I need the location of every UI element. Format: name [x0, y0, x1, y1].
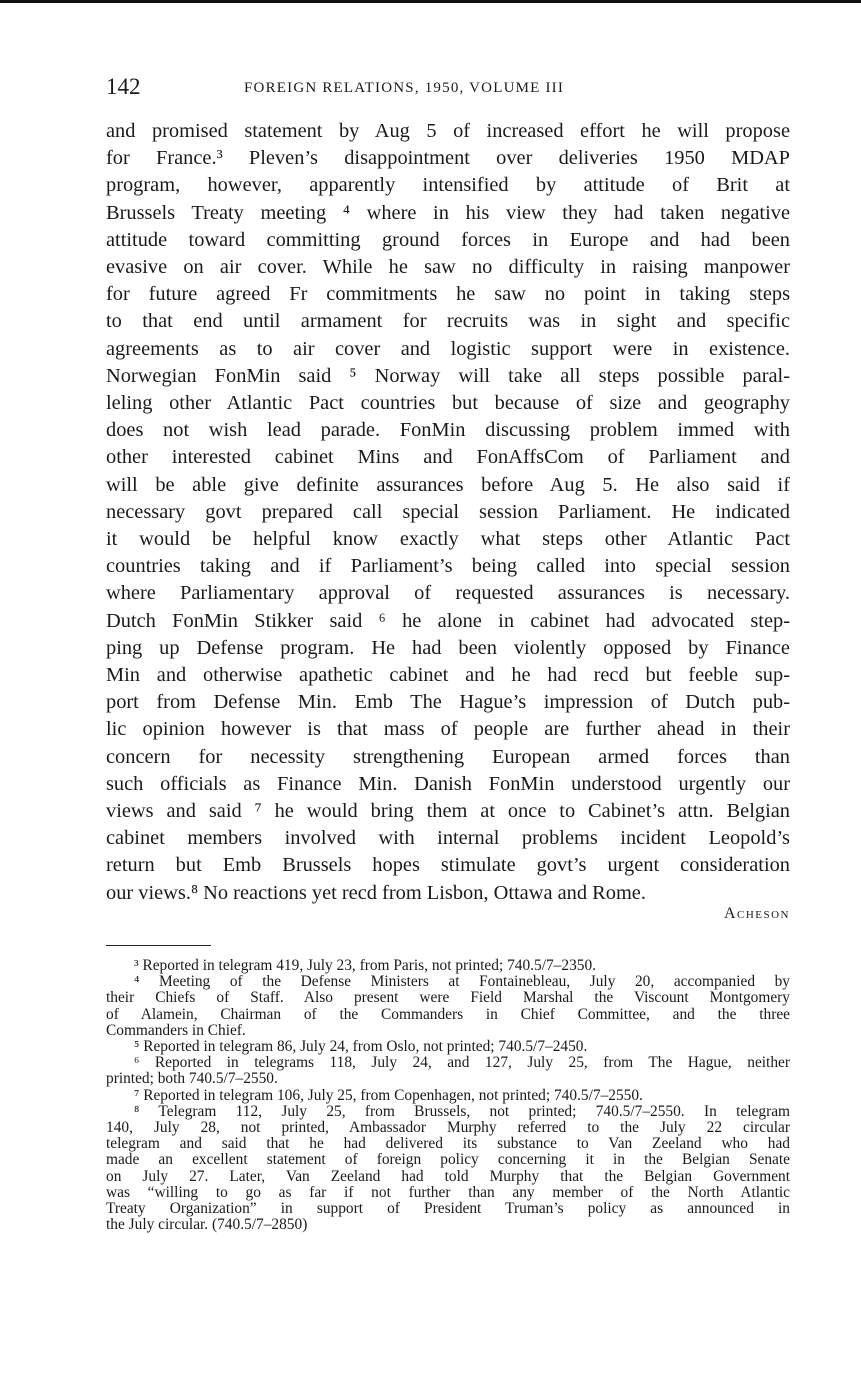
- body-line: program, however, apparently intensified by attitude of Brit at: [106, 174, 790, 197]
- top-border-rule: [0, 0, 861, 3]
- body-line: Min and otherwise apathetic cabinet and he had recd but feeble sup-: [106, 664, 790, 687]
- footnote-line: was “willing to go as far if not further than any member of the North Atlantic: [106, 1183, 790, 1201]
- footnote-line: Commanders in Chief.: [106, 1021, 246, 1039]
- body-line: will be able give definite assurances before Aug 5. He also said if: [106, 473, 790, 496]
- body-line: such officials as Finance Min. Danish FonMin understood urgently our: [106, 772, 790, 795]
- footnote-line: made an excellent statement of foreign policy concerning it in the Belgian Senate: [106, 1151, 790, 1169]
- body-line: views and said ⁷ he would bring them at once to Cabinet’s attn. Belgian: [106, 800, 790, 823]
- body-line: Brussels Treaty meeting ⁴ where in his view they had taken negative: [106, 201, 790, 224]
- body-line: our views.⁸ No reactions yet recd from Lisbon, Ottawa and Rome.: [106, 881, 646, 904]
- body-line: concern for necessity strengthening European armed forces than: [106, 745, 790, 768]
- body-line: lic opinion however is that mass of people are further ahead in their: [106, 718, 790, 741]
- footnote-divider: [106, 945, 211, 946]
- footnote-line: ⁵ Reported in telegram 86, July 24, from Oslo, not printed; 740.5/7–2450.: [134, 1038, 588, 1056]
- body-line: evasive on air cover. While he saw no difficulty in raising manpower: [106, 256, 790, 279]
- body-line: for future agreed Fr commitments he saw no point in taking steps: [106, 283, 790, 306]
- footnote-line: telegram and said that he had delivered its substance to Van Zeeland who had: [106, 1135, 790, 1153]
- body-line: where Parliamentary approval of requested assurances is necessary.: [106, 582, 790, 605]
- footnote-line: ⁷ Reported in telegram 106, July 25, from Copenhagen, not printed; 740.5/7–2550.: [134, 1086, 643, 1104]
- footnote-line: ⁶ Reported in telegrams 118, July 24, and 127, July 25, from The Hague, neither: [134, 1054, 790, 1072]
- body-line: it would be helpful know exactly what steps other Atlantic Pact: [106, 528, 790, 551]
- footnote-line: on July 27. Later, Van Zeeland had told Murphy that the Belgian Government: [106, 1167, 790, 1185]
- body-line: agreements as to air cover and logistic support were in existence.: [106, 337, 790, 360]
- footnote-line: printed; both 740.5/7–2550.: [106, 1070, 278, 1088]
- footnotes: [106, 958, 790, 1233]
- body-line: ping up Defense program. He had been violently opposed by Finance: [106, 636, 790, 659]
- body-line: Norwegian FonMin said ⁵ Norway will take all steps possible paral-: [106, 364, 790, 387]
- footnote-line: the July circular. (740.5/7–2850): [106, 1216, 308, 1234]
- body-line: port from Defense Min. Emb The Hague’s impression of Dutch pub-: [106, 691, 790, 714]
- body-line: return but Emb Brussels hopes stimulate govt’s urgent consideration: [106, 854, 790, 877]
- body-line: leling other Atlantic Pact countries but because of size and geography: [106, 392, 790, 415]
- body-line: does not wish lead parade. FonMin discussing problem immed with: [106, 419, 790, 442]
- footnote-line: of Alamein, Chairman of the Commanders in Chief Committee, and the three: [106, 1005, 790, 1023]
- signature: Acheson: [723, 905, 790, 922]
- body-line: and promised statement by Aug 5 of increased effort he will propose: [106, 120, 790, 142]
- body-line: for France.³ Pleven’s disappointment over deliveries 1950 MDAP: [106, 147, 790, 170]
- page-number: 142: [106, 74, 141, 99]
- body-line: other interested cabinet Mins and FonAffsCom of Parliament and: [106, 446, 790, 469]
- body-line: Dutch FonMin Stikker said ⁶ he alone in cabinet had advocated step-: [106, 609, 790, 632]
- running-head: FOREIGN RELATIONS, 1950, VOLUME III: [244, 80, 565, 96]
- footnote-line: Treaty Organization” in support of President Truman’s policy as announced in: [106, 1200, 790, 1218]
- body-line: countries taking and if Parliament’s being called into special session: [106, 555, 790, 578]
- body-line: to that end until armament for recruits was in sight and specific: [106, 310, 790, 333]
- footnote-line: ⁸ Telegram 112, July 25, from Brussels, not printed; 740.5/7–2550. In telegram: [134, 1102, 790, 1120]
- body-text: [106, 118, 790, 907]
- body-line: necessary govt prepared call special session Parliament. He indicated: [106, 500, 790, 523]
- footnote-line: their Chiefs of Staff. Also present were Field Marshal the Viscount Montgomery: [106, 989, 790, 1007]
- body-line: attitude toward committing ground forces in Europe and had been: [106, 228, 790, 251]
- footnote-line: 140, July 28, not printed, Ambassador Murphy referred to the July 22 circular: [106, 1119, 790, 1137]
- footnote-line: ⁴ Meeting of the Defense Ministers at Fontainebleau, July 20, accompanied by: [134, 973, 790, 991]
- page-header: [106, 72, 790, 102]
- footnote-line: ³ Reported in telegram 419, July 23, from Paris, not printed; 740.5/7–2350.: [134, 957, 596, 974]
- body-line: cabinet members involved with internal problems incident Leopold’s: [106, 827, 790, 850]
